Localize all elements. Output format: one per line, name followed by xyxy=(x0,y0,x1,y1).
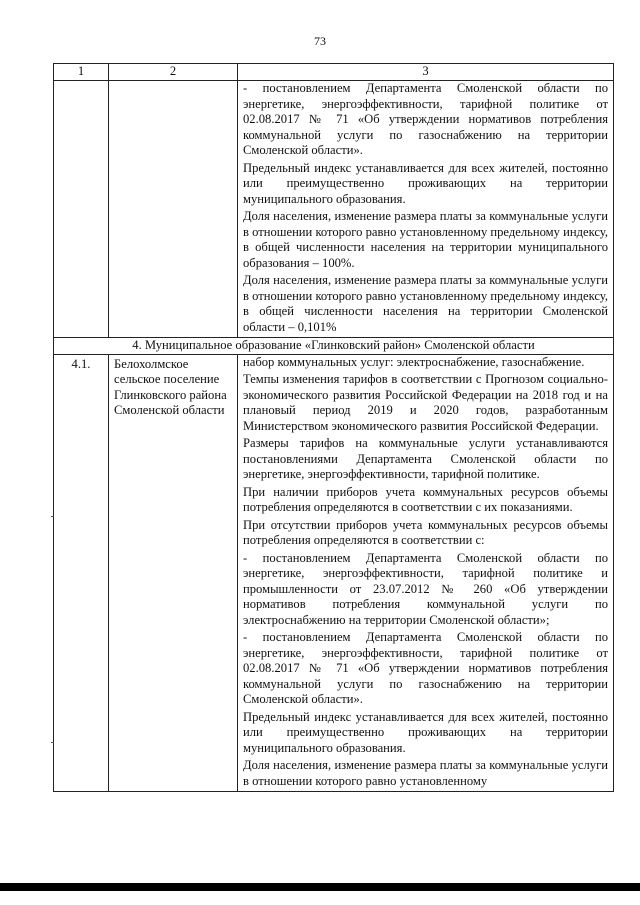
row-number-text: 4.1. xyxy=(71,356,91,371)
row-paragraph: - постановлением Департамента Смоленской области по энергетике, энергоэффективности, тарифной политике от 02.08.2017 № 71 «Об утверждении нормативов потребления коммунальной услуги по газоснабжению на территории Смоленской области». xyxy=(243,630,608,706)
continuation-paragraph: Предельный индекс устанавливается для всех жителей, постоянно или преимущественно проживающих на территории муниципального образования. xyxy=(243,160,608,206)
scan-mark xyxy=(51,516,54,517)
continuation-paragraph: Доля населения, изменение размера платы за коммунальные услуги в отношении которого равно установленному предельному индексу, в общей численности населения на территории Смоленской области – 0,101% xyxy=(243,273,608,334)
continuation-col-2 xyxy=(109,81,238,338)
continuation-col-1 xyxy=(54,81,109,338)
tariff-table xyxy=(53,63,614,792)
row-paragraph: Предельный индекс устанавливается для всех жителей, постоянно или преимущественно проживающих на территории муниципального образования. xyxy=(243,709,608,755)
table-header-row xyxy=(54,64,614,81)
row-paragraph: набор коммунальных услуг: электроснабжение, газоснабжение. xyxy=(243,354,585,369)
scan-mark xyxy=(51,742,54,743)
table-row-continuation xyxy=(54,81,614,338)
header-col-2: 2 xyxy=(109,64,238,81)
row-paragraph: Размеры тарифов на коммунальные услуги устанавливаются постановлениями Департамента Смоленской области по энергетике, энергоэффективности, тарифной политике. xyxy=(243,436,608,481)
section-title: 4. Муниципальное образование «Глинковский район» Смоленской области xyxy=(54,338,614,355)
header-col-1: 1 xyxy=(54,64,109,81)
row-number xyxy=(54,354,109,792)
scan-bottom-border xyxy=(0,883,640,891)
continuation-paragraph: Доля населения, изменение размера платы за коммунальные услуги в отношении которого равно установленному предельному индексу, в общей численности населения на территории муниципального образования – 100%. xyxy=(243,209,608,270)
continuation-paragraph: - постановлением Департамента Смоленской области по энергетике, энергоэффективности, тарифной политике от 02.08.2017 № 71 «Об утверждении нормативов потребления коммунальной услуги по газоснабжению на территории Смоленской области». xyxy=(243,81,608,157)
municipality-name-cell xyxy=(109,354,238,792)
row-paragraph: Темпы изменения тарифов в соответствии с Прогнозом социально-экономического развития Российской Федерации на 2018 год и на плановый период 2019 и 2020 годов, разработанным Министерством экономического развития Российской Федерации. xyxy=(243,372,608,433)
row-paragraph: При наличии приборов учета коммунальных ресурсов объемы потребления определяются в соответствии с их показаниями. xyxy=(243,484,608,514)
municipality-name: Белохолмское сельское поселение Глинковского района Смоленской области xyxy=(114,356,227,417)
page-number: 73 xyxy=(314,34,326,48)
section-heading-row xyxy=(54,338,614,355)
header-col-3: 3 xyxy=(238,64,614,81)
row-description-cell xyxy=(238,354,614,792)
continuation-col-3 xyxy=(238,81,614,338)
row-paragraph: Доля населения, изменение размера платы за коммунальные услуги в отношении которого равно установленному xyxy=(243,758,608,788)
row-paragraph: - постановлением Департамента Смоленской области по энергетике, энергоэффективности, тарифной политике и промышленности от 23.07.2012 № 260 «Об утверждении нормативов потребления коммунальной услуги по электроснабжению на территории Смоленской области»; xyxy=(243,550,608,627)
table-row-4-1 xyxy=(54,354,614,792)
row-paragraph: При отсутствии приборов учета коммунальных ресурсов объемы потребления определяются в соответствии с: xyxy=(243,517,608,547)
